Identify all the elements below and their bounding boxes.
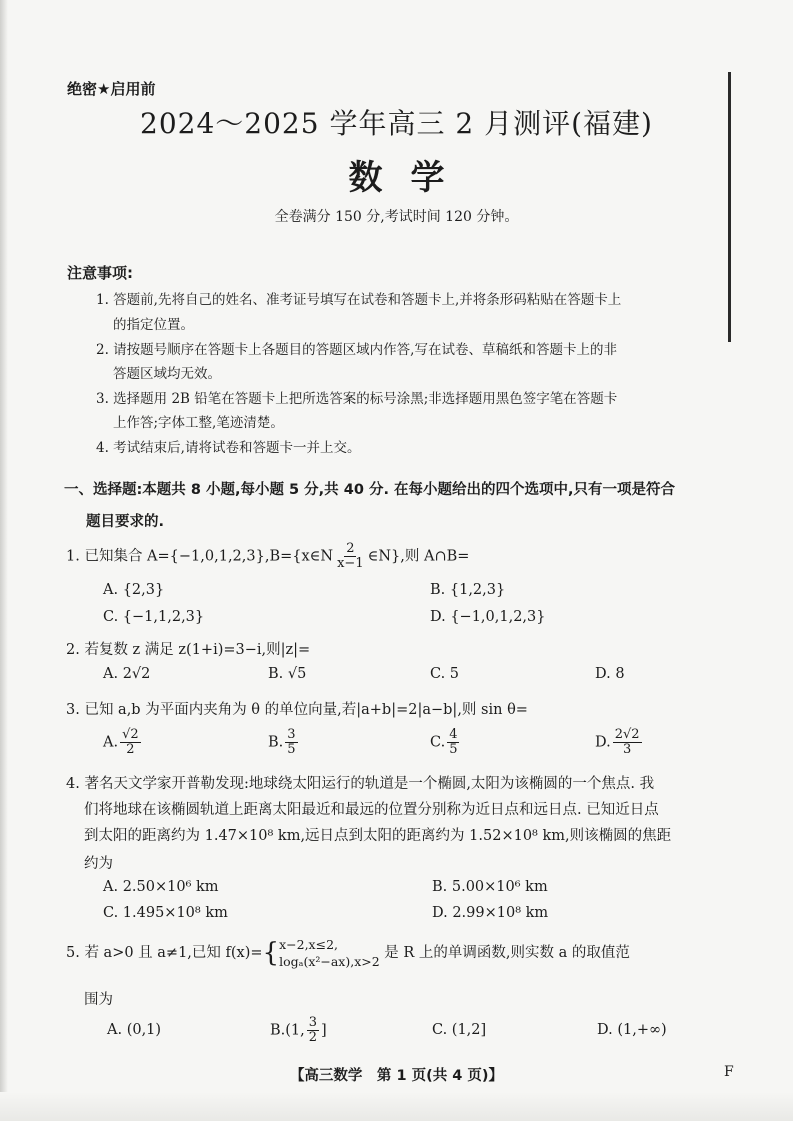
section-heading: 一、选择题:本题共 8 小题,每小题 5 分,共 40 分. 在每小题给出的四个选项中,只有一项是符合 [64, 482, 676, 498]
q4-option-b: B. 5.00×10⁶ km [432, 879, 548, 895]
q5-b-label: B. [270, 1022, 286, 1039]
question-4-line: 到太阳的距离约为 1.47×10⁸ km,远日点到太阳的距离约为 1.52×10⁸ km,则该椭圆的焦距 [84, 828, 672, 844]
q5-b-num: 3 [308, 1015, 318, 1030]
q5-b-close: ] [321, 1022, 327, 1039]
q5-stem-tail: 是 R 上的单调函数,则实数 a 的取值范 [384, 945, 630, 961]
question-1-stem [66, 542, 469, 571]
q5-option-c: C. (1,2] [432, 1022, 487, 1038]
scan-bottom-shadow [0, 1092, 793, 1121]
q2-option-a: A. 2√2 [103, 666, 151, 682]
q3-b-den: 5 [287, 742, 296, 757]
q4-option-d: D. 2.99×10⁸ km [432, 905, 549, 921]
q2-option-b: B. √5 [268, 666, 307, 682]
section-heading-cont: 题目要求的. [86, 514, 165, 530]
page-footer: 【高三数学 第 1 页(共 4 页)】 [289, 1068, 504, 1084]
note-line: 答题区域均无效。 [113, 366, 221, 382]
question-4-line: 们将地球在该椭圆轨道上距离太阳最近和最远的位置分别称为近日点和远日点. 已知近日点 [84, 802, 659, 818]
question-3-stem: 3. 已知 a,b 为平面内夹角为 θ 的单位向量,若|a+b|=2|a−b|,则 sin θ= [66, 702, 528, 718]
q3-d-num: 2√2 [614, 727, 640, 742]
q1-option-d: D. {−1,0,1,2,3} [430, 609, 546, 625]
q5-piece-2: logₐ(x²−ax),x>2 [279, 954, 380, 969]
note-line: 的指定位置。 [113, 317, 194, 333]
q3-a-label: A. [103, 734, 119, 751]
page-mark: F [724, 1064, 734, 1080]
q4-option-c: C. 1.495×10⁸ km [103, 905, 228, 921]
q3-d-den: 3 [622, 742, 632, 757]
q3-c-label: C. [430, 734, 446, 751]
confidential-label: 绝密★启用前 [67, 80, 156, 98]
exam-title: 2024～2025 学年高三 2 月测评(福建) [140, 107, 653, 140]
q5-b-fraction [307, 1016, 319, 1045]
q5-b-open: (1, [285, 1022, 305, 1039]
q3-b-label: B. [268, 734, 284, 751]
q5-piecewise [279, 936, 380, 970]
q4-option-a: A. 2.50×10⁶ km [103, 879, 219, 895]
q3-option-c [430, 728, 461, 757]
q5-option-a: A. (0,1) [107, 1022, 162, 1038]
note-line: 上作答;字体工整,笔迹清楚。 [113, 415, 284, 431]
q2-option-d: D. 8 [595, 666, 625, 682]
question-5-stem [66, 936, 630, 970]
q5-piece-1: x−2,x≤2, [279, 937, 338, 952]
q1-option-c: C. {−1,1,2,3} [103, 609, 205, 625]
question-2-stem: 2. 若复数 z 满足 z(1+i)=3−i,则|z|= [66, 642, 311, 658]
q3-c-fraction [447, 728, 459, 757]
q1-stem-text: 1. 已知集合 A={−1,0,1,2,3},B= [66, 548, 293, 565]
note-line: 4. 考试结束后,请将试卷和答题卡一并上交。 [96, 440, 361, 456]
note-line: 3. 选择题用 2B 铅笔在答题卡上把所选答案的标号涂黑;非选择题用黑色签字笔在答题卡 [96, 391, 618, 407]
q5-option-d: D. (1,+∞) [597, 1022, 667, 1038]
q3-b-fraction [285, 728, 297, 757]
q3-d-label: D. [595, 734, 611, 751]
q3-a-num: √2 [122, 727, 139, 742]
q2-option-c: C. 5 [430, 666, 460, 682]
q5-b-den: 2 [308, 1030, 318, 1045]
q3-a-den: 2 [126, 742, 135, 757]
q3-d-fraction [613, 728, 642, 757]
q1-fraction [335, 542, 366, 571]
question-4-line: 约为 [84, 856, 113, 872]
q3-c-den: 5 [449, 742, 458, 757]
q1-stem-tail: ,则 A∩B= [400, 548, 470, 565]
piecewise-brace: { [262, 938, 280, 968]
q5-stem-text: 5. 若 a>0 且 a≠1,已知 f(x)= [66, 945, 263, 961]
q1-set-close: ∈N} [367, 548, 401, 565]
note-line: 1. 答题前,先将自己的姓名、准考证号填写在试卷和答题卡上,并将条形码粘贴在答题卡上 [96, 292, 622, 308]
subject-title: 数学 [348, 158, 473, 198]
q1-frac-den: x−1 [337, 556, 364, 571]
q1-option-b: B. {1,2,3} [430, 582, 506, 598]
q5-option-b [270, 1016, 327, 1045]
score-info: 全卷满分 150 分,考试时间 120 分钟。 [274, 209, 519, 225]
q1-set-open: {x∈N [292, 548, 334, 565]
q1-option-a: A. {2,3} [103, 582, 165, 598]
note-line: 2. 请按题号顺序在答题卡上各题目的答题区域内作答,写在试卷、草稿纸和答题卡上的非 [96, 342, 617, 358]
notes-heading: 注意事项: [67, 264, 133, 282]
q3-option-a [103, 728, 143, 757]
question-4-line: 4. 著名天文学家开普勒发现:地球绕太阳运行的轨道是一个椭圆,太阳为该椭圆的一个焦点. 我 [66, 776, 655, 792]
q3-a-fraction [120, 728, 141, 757]
question-5-line: 围为 [84, 992, 113, 1008]
q3-option-b [268, 728, 300, 757]
q3-c-num: 4 [449, 727, 458, 742]
q3-option-d [595, 728, 644, 757]
q1-frac-num: 2 [346, 541, 355, 556]
q3-b-num: 3 [287, 727, 296, 742]
